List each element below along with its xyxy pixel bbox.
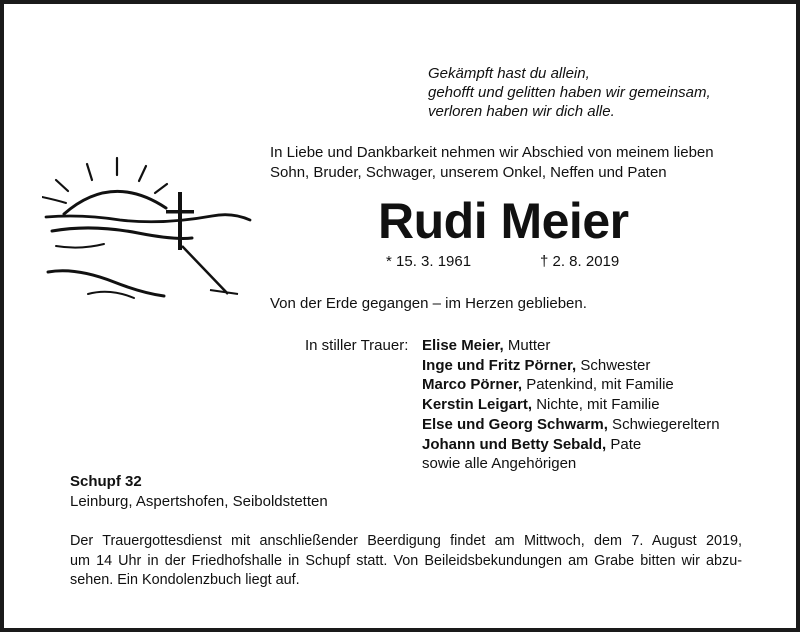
mourner-name: Else und Georg Schwarm, bbox=[422, 415, 608, 433]
mourner-name: Elise Meier, bbox=[422, 337, 504, 354]
death-date: † 2. 8. 2019 bbox=[540, 253, 620, 270]
mourner-relation: Patenkind, mit Familie bbox=[522, 376, 674, 394]
deceased-name: Rudi Meier bbox=[378, 193, 629, 249]
mourner-name: Kerstin Leigart, bbox=[422, 396, 533, 414]
intro-line: Sohn, Bruder, Schwager, unserem Onkel, Neffen und Paten bbox=[270, 164, 667, 181]
address-street: Schupf 32 bbox=[70, 473, 142, 490]
mourner-relation: Pate bbox=[606, 435, 642, 453]
sunset-hills-cross-icon bbox=[42, 154, 252, 314]
notice-line: sehen. Ein Kondolenzbuch liegt auf. bbox=[70, 572, 300, 588]
mourner-relation: Schwiegereltern bbox=[607, 415, 720, 433]
mourner-name: Inge und Fritz Pörner, bbox=[422, 356, 577, 374]
mourner-entry bbox=[422, 415, 720, 435]
mourner-relation: Nichte, mit Familie bbox=[532, 396, 660, 414]
poem-line: verloren haben wir dich alle. bbox=[428, 103, 615, 120]
mourners-closing: sowie alle Angehörigen bbox=[422, 455, 577, 473]
mourner-name: Marco Pörner, bbox=[422, 376, 523, 394]
mourners-label: In stiller Trauer: bbox=[305, 337, 409, 354]
notice-line: Der Trauergottesdienst mit anschließender Beerdigung findet am Mittwoch, dem 7. August 2019, bbox=[70, 533, 742, 549]
notice-line: um 14 Uhr in der Friedhofshalle in Schupf statt. Von Beileidsbekundungen am Grabe bitten wir abzu- bbox=[70, 552, 742, 569]
poem-line: gehofft und gelitten haben wir gemeinsam, bbox=[428, 84, 711, 101]
mourners-list bbox=[422, 336, 720, 474]
mourner-name: Johann und Betty Sebald, bbox=[422, 435, 607, 453]
birth-date: * 15. 3. 1961 bbox=[386, 253, 472, 270]
intro-text bbox=[270, 143, 714, 183]
mourner-entry bbox=[422, 336, 720, 356]
family-address bbox=[70, 472, 328, 512]
funeral-notice bbox=[70, 532, 742, 591]
mourner-relation: Schwester bbox=[576, 356, 651, 374]
address-places: Leinburg, Aspertshofen, Seiboldstetten bbox=[70, 493, 328, 510]
mourner-entry bbox=[422, 435, 720, 455]
mourner-entry bbox=[422, 356, 720, 376]
poem-line: Gekämpft hast du allein, bbox=[428, 65, 590, 82]
motto: Von der Erde gegangen – im Herzen geblieben. bbox=[270, 295, 587, 312]
mourner-relation: Mutter bbox=[503, 337, 551, 354]
mourner-entry bbox=[422, 375, 720, 395]
poem-verse bbox=[428, 64, 711, 121]
mourner-entry bbox=[422, 395, 720, 415]
intro-line: In Liebe und Dankbarkeit nehmen wir Abschied von meinem lieben bbox=[270, 144, 714, 161]
